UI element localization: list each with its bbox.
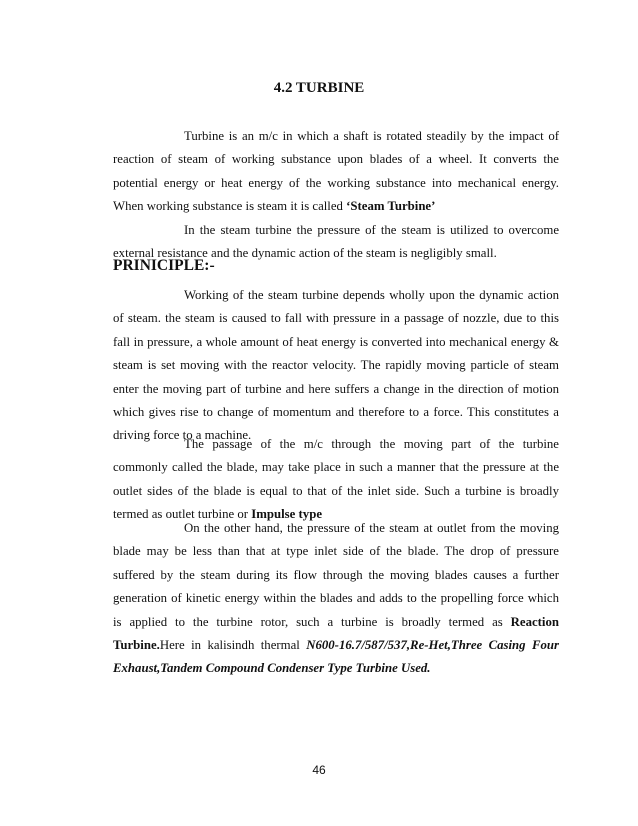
page-title: 4.2 TURBINE [273,80,365,96]
intro-paragraph [113,125,559,219]
reaction-paragraph-text-after: Here in kalisindh thermal [159,638,307,653]
principle-paragraph [113,284,559,448]
impulse-paragraph [113,433,559,527]
impulse-type-term: Impulse type [251,507,322,522]
principle-heading: PRINICIPLE:- [113,257,215,274]
page-number: 46 [312,763,326,777]
impulse-paragraph-text: The passage of the m/c through the moving part of the turbine commonly called the blade, may take place in such a manner that the pressure at the outlet sides of the blade is equal to that of the inlet side. Such a turbine is broadly termed as outlet turbine or [113,437,559,522]
principle-paragraph-text: Working of the steam turbine depends wholly upon the dynamic action of steam. the steam is caused to fall with pressure in a passage of nozzle, due to this fall in pressure, a whole amount of heat energy is converted into mechanical energy & steam is set moving with the reactor velocity. The rapidly moving particle of steam enter the moving part of turbine and here suffers a change in the direction of motion which gives rise to change of momentum and therefore to a force. This constitutes a driving force to a machine. [113,288,559,443]
steam-turbine-term: ‘Steam Turbine’ [346,199,436,214]
turbine-model-spec: N600-16.7/587/537,Re-Het,Three Casing Four Exhaust,Tandem Compound Condenser Type Turbine Used. [113,638,559,676]
steam-turbine-paragraph-text: In the steam turbine the pressure of the steam is utilized to overcome external resistance and the dynamic action of the steam is negligibly small. [113,223,559,261]
reaction-turbine-term: Reaction Turbine. [113,614,559,653]
intro-paragraph-text: Turbine is an m/c in which a shaft is rotated steadily by the impact of reaction of steam of working substance upon blades of a wheel. It converts the potential energy or heat energy of the working substance into mechanical energy. When working substance is steam it is called [113,129,559,214]
reaction-paragraph-text: On the other hand, the pressure of the steam at outlet from the moving blade may be less than that at type inlet side of the blade. The drop of pressure suffered by the steam during its flow through the moving blades causes a further generation of kinetic energy within the blades and adds to the propelling force which is applied to the turbine rotor, such a turbine is broadly termed as [113,521,559,629]
reaction-paragraph [113,517,559,681]
